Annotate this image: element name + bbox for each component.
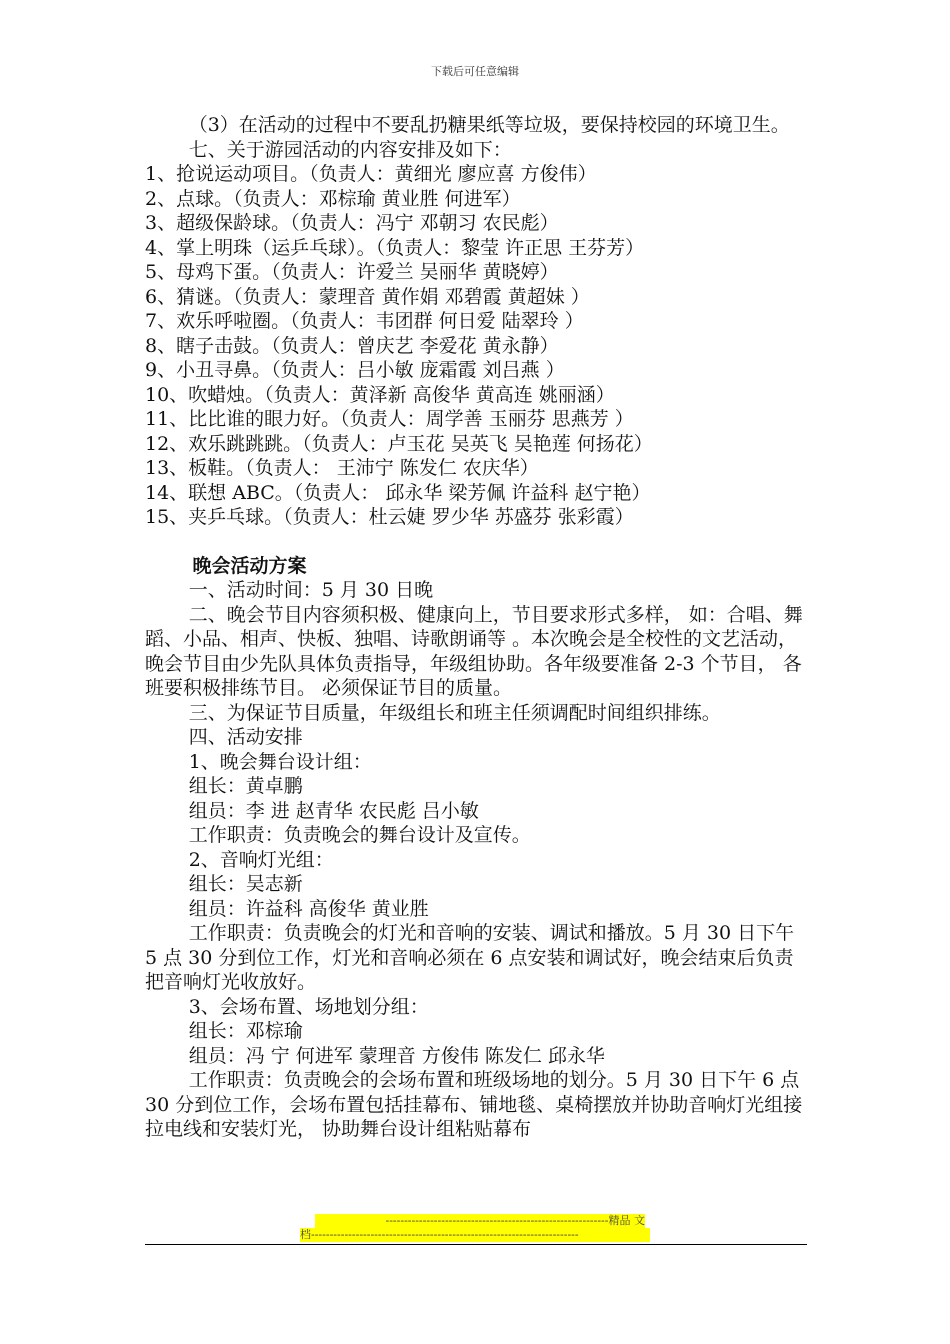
- group1-duty: 工作职责：负责晚会的舞台设计及宣传。: [188, 824, 531, 846]
- paragraph-content: 二、晚会节目内容须积极、健康向上，节目要求形式多样， 如：合唱、舞蹈、小品、相声、快板、独唱、诗歌朗诵等 。本次晚会是全校性的文艺活动，晚会节目由少先队具体负责指导，年级组协助。各年级要准备 2-3 个节目， 各班要积极排练节目。 必须保证节目的质量。: [145, 603, 803, 699]
- list-item: 9、小丑寻鼻。（负责人：吕小敏 庞霜霞 刘吕燕 ）: [145, 359, 565, 381]
- list-item: 10、吹蜡烛。（负责人：黄泽新 高俊华 黄高连 姚丽涵）: [145, 383, 615, 406]
- list-item: 8、瞎子击鼓。（负责人：曾庆艺 李爱花 黄永静）: [145, 334, 559, 357]
- paragraph-arrange: 四、活动安排: [188, 726, 303, 748]
- group1-leader: 组长：黄卓鹏: [188, 775, 303, 797]
- section-title: 晚会活动方案: [192, 554, 307, 577]
- list-item: 1、抢说运动项目。（负责人：黄细光 廖应喜 方俊伟）: [145, 163, 597, 185]
- list-item: 7、欢乐呼啦圈。（负责人：韦团群 何日爱 陆翠玲 ）: [145, 310, 584, 332]
- page-header: 下载后可任意编辑: [431, 65, 519, 78]
- group1-title: 1、晚会舞台设计组：: [188, 750, 372, 773]
- list-item: 6、猜谜。（负责人：蒙理音 黄作娟 邓碧霞 黄超妹 ）: [145, 285, 590, 308]
- group3-leader: 组长：邓棕瑜: [188, 1020, 303, 1042]
- footer-watermark-line2: 档------------------------------------------------------------------------: [300, 1228, 650, 1242]
- list-item: 15、夹乒乓球。（负责人：杜云婕 罗少华 苏盛芬 张彩霞）: [145, 506, 634, 528]
- footer-divider: [145, 1244, 807, 1245]
- paragraph-litter: （3）在活动的过程中不要乱扔糖果纸等垃圾，要保持校园的环境卫生。: [188, 114, 790, 136]
- list-item: 12、欢乐跳跳跳。（负责人：卢玉花 吴英飞 吴艳莲 何扬花）: [145, 432, 653, 455]
- group2-title: 2、音响灯光组：: [188, 848, 334, 871]
- paragraph-quality: 三、为保证节目质量，年级组长和班主任须调配时间组织排练。: [188, 701, 721, 724]
- group2-members: 组员：许益科 高俊华 黄业胜: [188, 897, 429, 920]
- group2-leader: 组长：吴志新: [188, 873, 303, 895]
- footer-watermark-line1: ------------------------------------------------------------精品 文: [315, 1214, 645, 1228]
- list-item: 5、母鸡下蛋。（负责人：许爱兰 吴丽华 黄晓婷）: [145, 261, 559, 283]
- list-item: 3、超级保龄球。（负责人：冯宁 邓朝习 农民彪）: [145, 212, 559, 234]
- document-body: [145, 113, 810, 1142]
- paragraph-time: 一、活动时间：5 月 30 日晚: [188, 579, 434, 601]
- group3-members: 组员：冯 宁 何进军 蒙理音 方俊伟 陈发仁 邱永华: [188, 1044, 605, 1067]
- list-item: 2、点球。（负责人：邓棕瑜 黄业胜 何进军）: [145, 187, 521, 210]
- paragraph-section-seven: 七、关于游园活动的内容安排及如下：: [188, 138, 512, 161]
- group3-title: 3、会场布置、场地划分组：: [188, 995, 429, 1018]
- list-item: 4、掌上明珠（运乒乓球）。（负责人：黎莹 许正思 王芬芳）: [145, 236, 645, 259]
- list-item: 13、板鞋。（负责人： 王沛宁 陈发仁 农庆华）: [145, 457, 539, 479]
- group2-duty: 工作职责：负责晚会的灯光和音响的安装、调试和播放。5 月 30 日下午 5 点 30 分到位工作，灯光和音响必须在 6 点安装和调试好，晚会结束后负责把音响灯光收放好。: [145, 922, 795, 993]
- group1-members: 组员：李 进 赵青华 农民彪 吕小敏: [188, 799, 479, 822]
- group3-duty: 工作职责：负责晚会的会场布置和班级场地的划分。5 月 30 日下午 6 点 30 分到位工作，会场布置包括挂幕布、铺地毯、桌椅摆放并协助音响灯光组接拉电线和安装灯光， 协助舞台设计组粘贴幕布: [145, 1069, 803, 1140]
- activity-list: [145, 162, 810, 530]
- list-item: 14、联想 ABC。（负责人： 邱永华 梁芳佩 许益科 赵宁艳）: [145, 481, 651, 504]
- spacer: [145, 530, 810, 554]
- list-item: 11、比比谁的眼力好。（负责人：周学善 玉丽芬 思燕芳 ）: [145, 408, 634, 430]
